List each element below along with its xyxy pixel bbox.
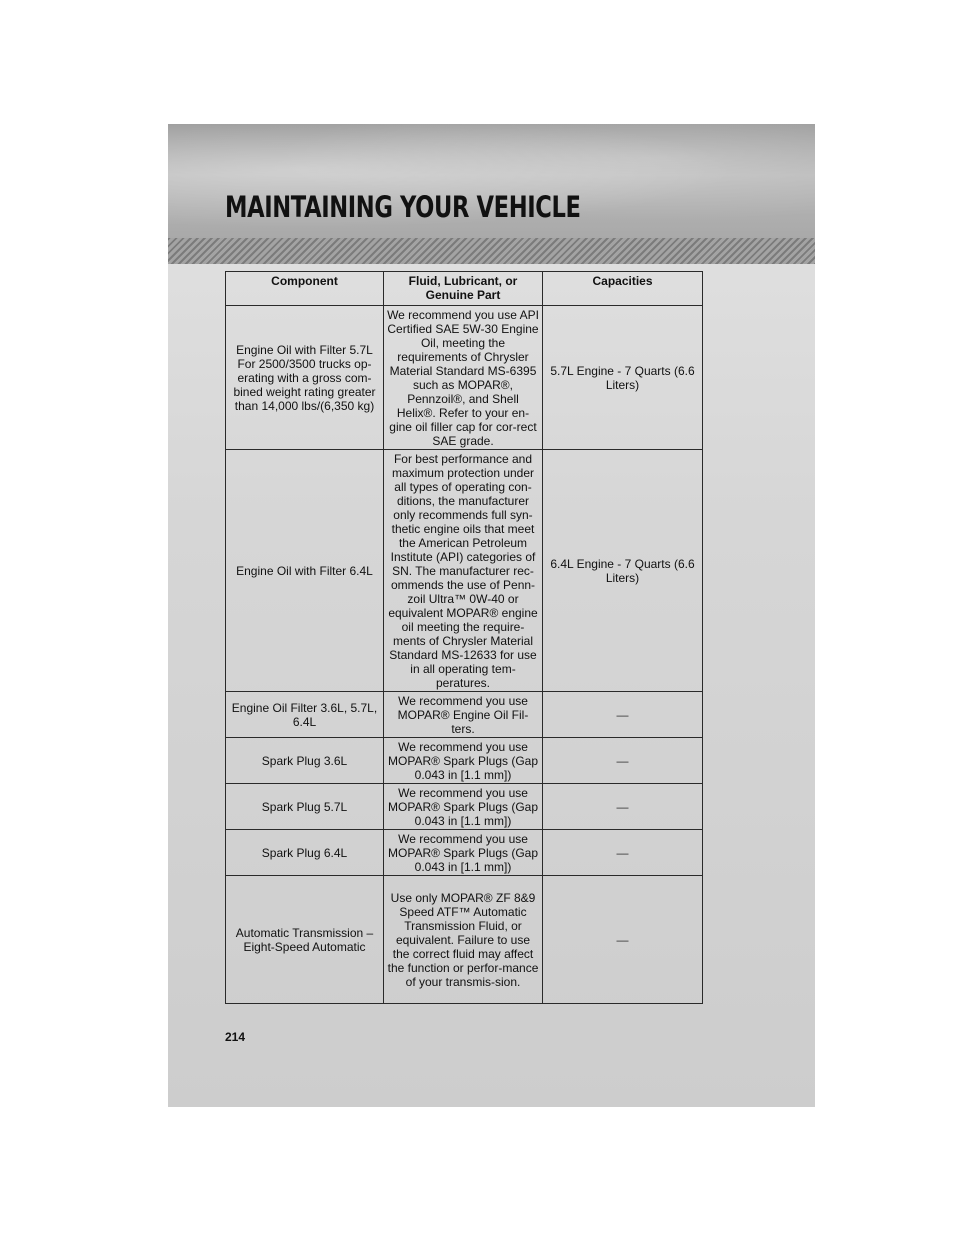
table-row bbox=[226, 306, 703, 450]
fluid-cell: Use only MOPAR® ZF 8&9 Speed ATF™ Automatic Transmission Fluid, or equivalent. Failure to use the correct fluid may affect the function or perfor-mance of your transmis-sion. bbox=[384, 876, 543, 1004]
capacity-cell: — bbox=[543, 830, 703, 876]
header-stripe bbox=[168, 238, 815, 264]
capacity-cell: — bbox=[543, 784, 703, 830]
component-cell: Engine Oil Filter 3.6L, 5.7L, 6.4L bbox=[226, 692, 384, 738]
component-cell: Engine Oil with Filter 6.4L bbox=[226, 450, 384, 692]
table-row bbox=[226, 830, 703, 876]
page-number: 214 bbox=[225, 1030, 246, 1044]
fluid-cell: For best performance and maximum protection under all types of operating con-ditions, the manufacturer only recommends full syn-thetic engine oils that meet the American Petroleum Institute (API) categories of SN. The manufacturer rec-ommends the use of Penn-zoil Ultra™ 0W-40 or equivalent MOPAR® engine oil meeting the require-ments of Chrysler Material Standard MS-12633 for use in all operating tem-peratures. bbox=[384, 450, 543, 692]
column-header-capacities: Capacities bbox=[543, 272, 703, 306]
fluid-cell: We recommend you use MOPAR® Spark Plugs (Gap 0.043 in [1.1 mm]) bbox=[384, 738, 543, 784]
capacity-cell: — bbox=[543, 738, 703, 784]
capacity-cell: — bbox=[543, 876, 703, 1004]
table-row bbox=[226, 692, 703, 738]
component-cell: Spark Plug 3.6L bbox=[226, 738, 384, 784]
component-cell: Automatic Transmission – Eight-Speed Automatic bbox=[226, 876, 384, 1004]
manual-page bbox=[168, 124, 815, 1107]
component-cell: Spark Plug 5.7L bbox=[226, 784, 384, 830]
column-header-fluid: Fluid, Lubricant, or Genuine Part bbox=[384, 272, 543, 306]
column-header-component: Component bbox=[226, 272, 384, 306]
fluid-cell: We recommend you use MOPAR® Engine Oil Fil-ters. bbox=[384, 692, 543, 738]
fluid-cell: We recommend you use API Certified SAE 5W-30 Engine Oil, meeting the requirements of Chrysler Material Standard MS-6395 such as MOPAR®, Pennzoil®, and Shell Helix®. Refer to your en-gine oil filler cap for cor-rect SAE grade. bbox=[384, 306, 543, 450]
fluid-cell: We recommend you use MOPAR® Spark Plugs (Gap 0.043 in [1.1 mm]) bbox=[384, 830, 543, 876]
table-row bbox=[226, 450, 703, 692]
fluids-capacities-table bbox=[225, 271, 703, 1004]
section-title: MAINTAINING YOUR VEHICLE bbox=[225, 190, 581, 224]
fluid-cell: We recommend you use MOPAR® Spark Plugs (Gap 0.043 in [1.1 mm]) bbox=[384, 784, 543, 830]
capacity-cell: 5.7L Engine - 7 Quarts (6.6 Liters) bbox=[543, 306, 703, 450]
table-row bbox=[226, 784, 703, 830]
capacity-cell: — bbox=[543, 692, 703, 738]
section-header bbox=[168, 124, 815, 238]
table-row bbox=[226, 738, 703, 784]
component-cell: Spark Plug 6.4L bbox=[226, 830, 384, 876]
table-header-row bbox=[226, 272, 703, 306]
table-row bbox=[226, 876, 703, 1004]
component-cell: Engine Oil with Filter 5.7L For 2500/3500 trucks op-erating with a gross com-bined weight rating greater than 14,000 lbs/(6,350 kg) bbox=[226, 306, 384, 450]
capacity-cell: 6.4L Engine - 7 Quarts (6.6 Liters) bbox=[543, 450, 703, 692]
